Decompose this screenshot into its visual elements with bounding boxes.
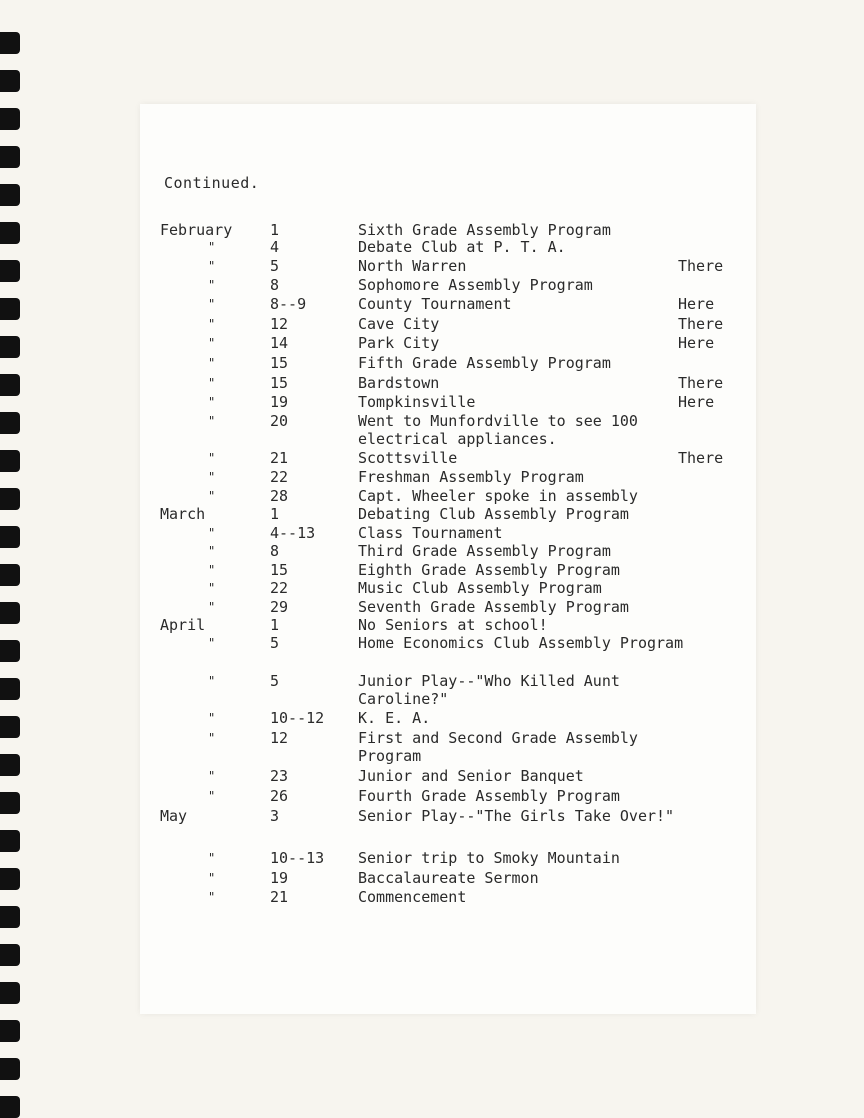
binding-ring: [0, 1096, 20, 1118]
ditto-mark: ": [208, 414, 216, 428]
binding-ring: [0, 1058, 20, 1080]
day-label: 15: [270, 374, 289, 392]
event-text: Sixth Grade Assembly Program: [358, 221, 611, 239]
event-text: Senior Play--"The Girls Take Over!": [358, 807, 675, 825]
event-text: Bardstown: [358, 374, 440, 392]
binding-ring: [0, 526, 20, 548]
binding-ring: [0, 32, 20, 54]
ditto-mark: ": [208, 336, 216, 350]
event-text: Third Grade Assembly Program: [358, 542, 611, 560]
location-label: There: [678, 315, 724, 333]
ditto-mark: ": [208, 544, 216, 558]
binding-ring: [0, 184, 20, 206]
day-label: 14: [270, 334, 289, 352]
day-label: 23: [270, 767, 289, 785]
binding-ring: [0, 716, 20, 738]
event-text: Music Club Assembly Program: [358, 579, 602, 597]
event-text: North Warren: [358, 257, 467, 275]
binding-ring: [0, 450, 20, 472]
binding-ring: [0, 70, 20, 92]
binding-ring: [0, 944, 20, 966]
binding-ring: [0, 488, 20, 510]
day-label: 22: [270, 468, 289, 486]
location-label: Here: [678, 393, 715, 411]
day-label: 5: [270, 672, 280, 690]
binding-ring: [0, 678, 20, 700]
day-label: 5: [270, 634, 280, 652]
event-text: K. E. A.: [358, 709, 431, 727]
day-label: 19: [270, 393, 289, 411]
day-label: 28: [270, 487, 289, 505]
location-label: Here: [678, 334, 715, 352]
day-label: 8: [270, 276, 280, 294]
event-text: Cave City: [358, 315, 440, 333]
event-text: Class Tournament: [358, 524, 503, 542]
event-text: Freshman Assembly Program: [358, 468, 584, 486]
binding-ring: [0, 830, 20, 852]
binding-ring: [0, 298, 20, 320]
day-label: 1: [270, 505, 280, 523]
event-text: Debating Club Assembly Program: [358, 505, 629, 523]
day-label: 22: [270, 579, 289, 597]
ditto-mark: ": [208, 789, 216, 803]
event-text: Scottsville: [358, 449, 458, 467]
spiral-binding: [0, 0, 22, 1111]
binding-ring: [0, 336, 20, 358]
day-label: 29: [270, 598, 289, 616]
ditto-mark: ": [208, 356, 216, 370]
binding-ring: [0, 222, 20, 244]
binding-ring: [0, 260, 20, 282]
binding-ring: [0, 754, 20, 776]
event-text: Eighth Grade Assembly Program: [358, 561, 620, 579]
location-label: There: [678, 257, 724, 275]
day-label: 15: [270, 561, 289, 579]
ditto-mark: ": [208, 395, 216, 409]
day-label: 21: [270, 449, 289, 467]
binding-ring: [0, 412, 20, 434]
month-label: February: [160, 221, 233, 239]
event-text: County Tournament: [358, 295, 512, 313]
location-label: There: [678, 374, 724, 392]
binding-ring: [0, 982, 20, 1004]
binding-ring: [0, 602, 20, 624]
day-label: 1: [270, 221, 280, 239]
month-label: March: [160, 505, 206, 523]
ditto-mark: ": [208, 259, 216, 273]
binding-ring: [0, 906, 20, 928]
day-label: 8: [270, 542, 280, 560]
ditto-mark: ": [208, 278, 216, 292]
ditto-mark: ": [208, 711, 216, 725]
month-label: May: [160, 807, 188, 825]
day-label: 15: [270, 354, 289, 372]
location-label: There: [678, 449, 724, 467]
binding-ring: [0, 146, 20, 168]
ditto-mark: ": [208, 526, 216, 540]
ditto-mark: ": [208, 769, 216, 783]
event-text: Seventh Grade Assembly Program: [358, 598, 629, 616]
binding-ring: [0, 640, 20, 662]
day-label: 10--13: [270, 849, 325, 867]
ditto-mark: ": [208, 240, 216, 254]
ditto-mark: ": [208, 489, 216, 503]
day-label: 5: [270, 257, 280, 275]
ditto-mark: ": [208, 563, 216, 577]
ditto-mark: ": [208, 890, 216, 904]
event-text: Senior trip to Smoky Mountain: [358, 849, 620, 867]
day-label: 12: [270, 315, 289, 333]
binding-ring: [0, 108, 20, 130]
month-label: April: [160, 616, 206, 634]
event-text: Junior and Senior Banquet: [358, 767, 584, 785]
day-label: 21: [270, 888, 289, 906]
event-text: Park City: [358, 334, 440, 352]
ditto-mark: ": [208, 376, 216, 390]
event-text: Fifth Grade Assembly Program: [358, 354, 611, 372]
ditto-mark: ": [208, 451, 216, 465]
day-label: 10--12: [270, 709, 325, 727]
binding-ring: [0, 868, 20, 890]
binding-ring: [0, 374, 20, 396]
day-label: 19: [270, 869, 289, 887]
day-label: 26: [270, 787, 289, 805]
ditto-mark: ": [208, 581, 216, 595]
event-text: Home Economics Club Assembly Program: [358, 634, 684, 652]
ditto-mark: ": [208, 470, 216, 484]
ditto-mark: ": [208, 636, 216, 650]
event-text: No Seniors at school!: [358, 616, 548, 634]
event-text: First and Second Grade Assembly Program: [358, 729, 638, 765]
event-text: Junior Play--"Who Killed Aunt Caroline?": [358, 672, 620, 708]
event-text: Went to Munfordville to see 100 electrical appliances.: [358, 412, 638, 448]
day-label: 1: [270, 616, 280, 634]
binding-ring: [0, 792, 20, 814]
page-heading: Continued.: [164, 174, 260, 192]
ditto-mark: ": [208, 871, 216, 885]
day-label: 20: [270, 412, 289, 430]
day-label: 8--9: [270, 295, 307, 313]
event-text: Capt. Wheeler spoke in assembly: [358, 487, 638, 505]
event-text: Debate Club at P. T. A.: [358, 238, 566, 256]
ditto-mark: ": [208, 674, 216, 688]
ditto-mark: ": [208, 297, 216, 311]
binding-ring: [0, 564, 20, 586]
event-text: Sophomore Assembly Program: [358, 276, 593, 294]
day-label: 3: [270, 807, 280, 825]
ditto-mark: ": [208, 731, 216, 745]
event-text: Commencement: [358, 888, 467, 906]
ditto-mark: ": [208, 851, 216, 865]
ditto-mark: ": [208, 317, 216, 331]
day-label: 4: [270, 238, 280, 256]
location-label: Here: [678, 295, 715, 313]
day-label: 12: [270, 729, 289, 747]
event-text: Baccalaureate Sermon: [358, 869, 539, 887]
day-label: 4--13: [270, 524, 316, 542]
event-text: Fourth Grade Assembly Program: [358, 787, 620, 805]
binding-ring: [0, 1020, 20, 1042]
event-text: Tompkinsville: [358, 393, 476, 411]
ditto-mark: ": [208, 600, 216, 614]
